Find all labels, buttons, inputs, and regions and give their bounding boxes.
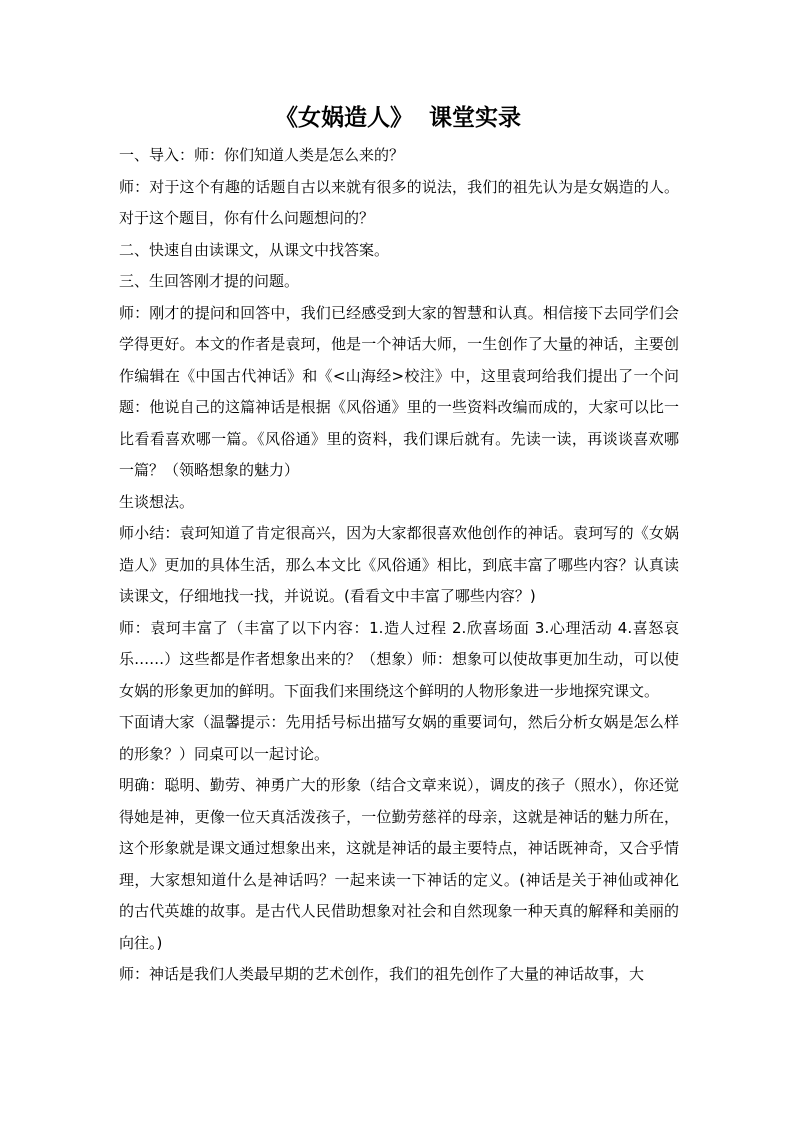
paragraph-teacher-myths: 师：神话是我们人类最早期的艺术创作，我们的祖先创作了大量的神话故事，大: [119, 965, 645, 983]
paragraph-clarification: 明确：聪明、勤劳、神勇广大的形象（结合文章来说），调皮的孩子（照水），你还觉得她是神，更像一位天真活泼孩子，一位勤劳慈祥的母亲，这就是神话的魅力所在，这个形象就是课文通过想象出来，这就是神话的最主要特点，神话既神奇，又合乎情理，大家想知道什么是神话吗？一起来读一下神话的定义。(神话是关于神仙或神化的古代英雄的故事。是古代人民借助想象对社会和自然现象一种天真的解释和美丽的向往。): [119, 776, 679, 952]
paragraph-step-two: 二、快速自由读课文，从课文中找答案。: [119, 240, 390, 259]
paragraph-teacher-summary: 师小结：袁珂知道了肯定很高兴，因为大家都很喜欢他创作的神话。袁珂写的《女娲造人》更加的具体生活，那么本文比《风俗通》相比，到底丰富了哪些内容？认真读读课文，仔细地找一找，并说说。(看看文中丰富了哪些内容？): [119, 524, 679, 605]
paragraph-teacher-enrichment: 师：袁珂丰富了（丰富了以下内容：1.造人过程 2.欣喜场面 3.心理活动 4.喜怒哀乐……）这些都是作者想象出来的？（想象）师：想象可以使故事更加生动，可以使女娲的形象更加的鲜明。下面我们来围绕这个鲜明的人物形象进一步地探究课文。: [119, 618, 679, 700]
document-title: 《女娲造人》 课堂实录: [274, 104, 521, 131]
paragraph-teacher-author: 师：刚才的提问和回答中，我们已经感受到大家的智慧和认真。相信接下去同学们会学得更好。本文的作者是袁珂，他是一个神话大师，一生创作了大量的神话，主要创作编辑在《中国古代神话》和《<山海经>校注》中，这里袁珂给我们提出了一个问题：他说自己的这篇神话是根据《风俗通》里的一些资料改编而成的，大家可以比一比看看喜欢哪一篇。《风俗通》里的资料，我们课后就有。先读一读，再谈谈喜欢哪一篇？（领略想象的魅力）: [119, 303, 679, 479]
paragraph-intro-question: 一、导入：师：你们知道人类是怎么来的？: [119, 146, 405, 164]
paragraph-teacher-topic: 师：对于这个有趣的话题自古以来就有很多的说法，我们的祖先认为是女娲造的人。对于这个题目，你有什么问题想问的？: [119, 177, 679, 227]
document-body: [119, 140, 679, 991]
paragraph-student-views: 生谈想法。: [119, 492, 195, 511]
paragraph-discussion-prompt: 下面请大家（温馨提示：先用括号标出描写女娲的重要词句，然后分析女娲是怎么样的形象？）同桌可以一起讨论。: [119, 713, 679, 763]
paragraph-step-three: 三、生回答刚才提的问题。: [119, 272, 300, 290]
